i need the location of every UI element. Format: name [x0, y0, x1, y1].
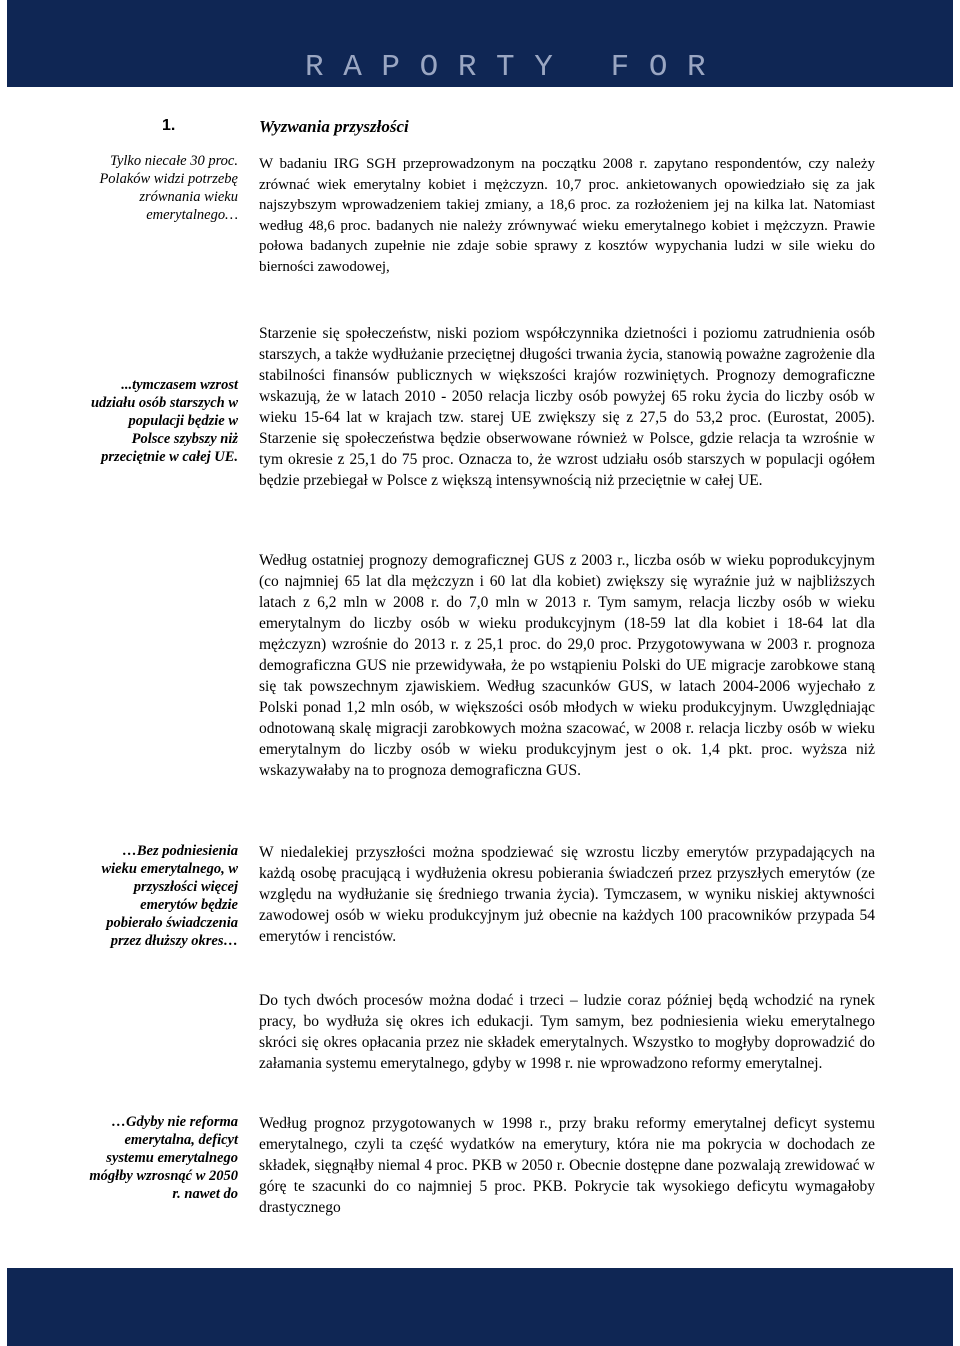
paragraph-gus-forecast: Według ostatniej prognozy demograficznej GUS z 2003 r., liczba osób w wieku poprodukcyjnym (co najmniej 65 lat dla mężczyzn i 60 lat dla kobiet) zwiększy się wyraźnie już w najbliższych latach z 6,2 mln w 2008 r. do 7,0 mln w 2013 r. Tym samym, relacja liczby osób w wieku emerytalnym do liczby osób w wieku produkcyjnym (18-59 lat dla kobiet i 18-64 lat dla mężczyzn) wzrośnie do 2013 r. z 25,1 proc. do 29,0 proc. Przygotowywana w 2003 r. prognoza demograficzna GUS nie przewidywała, że po wstąpieniu Polski do UE migracje zarobkowe staną się tak powszechnym zjawiskiem. Według szacunków GUS, w latach 2004-2006 wyjechało z Polski ponad 1,2 mln osób, w większości osób młodych w wieku produkcyjnym. Uwzględniając odnotowaną skalę migracji zarobkowych można szacować, w 2008 r. relacja liczby osób w wieku emerytalnym do liczby osób w wieku produkcyjnym jest o ok. 1,4 pkt. proc. wyższa niż wskazywałaby na to prognoza demograficzna GUS. — [259, 552, 875, 779]
footer-banner — [7, 1268, 953, 1346]
banner-title: R A P O R T Y F O R — [305, 50, 707, 85]
paragraph-ageing: Starzenie się społeczeństw, niski poziom współczynnika dzietności i poziomu zatrudnienia osób starszych, a także wydłużanie przeciętnej długości trwania życia, stanowią poważne zagrożenie dla stabilności finansów publicznych w większości krajów rozwiniętych. Prognozy demograficzne wskazują, że w latach 2010 - 2050 relacja liczby osób powyżej 65 roku życia do liczby osób w wieku 15-64 lat w krajach tzw. starej UE zwiększy się z 27,5 do 53,2 proc. (Eurostat, 2005). Starzenie się społeczeństwa będzie obserwowane również w Polsce, gdzie relacja ta wzrośnie w tym okresie z 25,1 do 75 proc. Oznacza to, że wzrost udziału osób starszych w populacji ogółem będzie przebiegał w Polsce z większą intensywnością niż przeciętnie w całej UE. — [259, 325, 875, 489]
section-number: 1. — [162, 117, 176, 134]
section-title: Wyzwania przyszłości — [259, 117, 409, 136]
sidebar-note-3: …Bez podniesienia wieku emerytalnego, w przyszłości więcej emerytów będzie pobierało świadczenia przez dłuższy okres… — [101, 843, 238, 949]
paragraph-deficit: Według prognoz przygotowanych w 1998 r., przy braku reformy emerytalnej deficyt systemu emerytalnego, czyli ta część wydatków na emerytury, która nie ma pokrycia w dochodach ze składek, sięgnąłby niemal 4 proc. PKB w 2050 r. Obecnie dostępne dane pozwalają zrewidować w górę te szacunki do co najmniej 5 proc. PKB. Pokrycie tak wysokiego deficytu wymagałoby drastycznego — [259, 1115, 875, 1216]
paragraph-education: Do tych dwóch procesów można dodać i trzeci – ludzie coraz później będą wchodzić na rynek pracy, bo wydłuża się okres ich edukacji. Tym samym, bez podniesienia wieku emerytalnego skróci się okres opłacania przez nie składek emerytalnych. Wszystko to mogłyby doprowadzić do załamania systemu emerytalnego, gdyby w 1998 r. nie wprowadzono reformy emerytalnej. — [259, 992, 875, 1072]
paragraph-retirees-growth: W niedalekiej przyszłości można spodziewać się wzrostu liczby emerytów przypadających na każdą osobę pracującą i wydłużenia okresu pobierania świadczeń przez przyszłych emerytów (ze względu na wydłużanie się średniego trwania życia). Tymczasem, w wyniku niskiej aktywności zawodowej osób w wieku produkcyjnym już obecnie na każdych 100 pracowników przypada 54 emerytów i rencistów. — [259, 844, 875, 945]
sidebar-note-1: Tylko niecałe 30 proc. Polaków widzi potrzebę zrównania wieku emerytalnego… — [99, 153, 238, 223]
sidebar-note-2: ...tymczasem wzrost udziału osób starszych w populacji będzie w Polsce szybszy niż przeciętnie w całej UE. — [90, 377, 238, 465]
header-banner — [7, 0, 953, 87]
paragraph-survey: W badaniu IRG SGH przeprowadzonym na początku 2008 r. zapytano respondentów, czy należy zrównać wiek emerytalny kobiet i mężczyzn. 10,7 proc. ankietowanych opowiedziało się za jak najszybszym wprowadzeniem takiej zmiany, a 18,6 proc. za rozłożeniem jej na kilka lat. Natomiast według 48,6 proc. badanych nie należy zrównywać wieku emerytalnego kobiet i mężczyzn. Prawie połowa badanych zupełnie nie zdaje sobie sprawy z kosztów wypychania ludzi w sile wieku do bierności zawodowej, — [259, 156, 875, 275]
sidebar-note-4: …Gdyby nie reforma emerytalna, deficyt systemu emerytalnego mógłby wzrosnąć w 2050 r. nawet do — [89, 1114, 238, 1202]
